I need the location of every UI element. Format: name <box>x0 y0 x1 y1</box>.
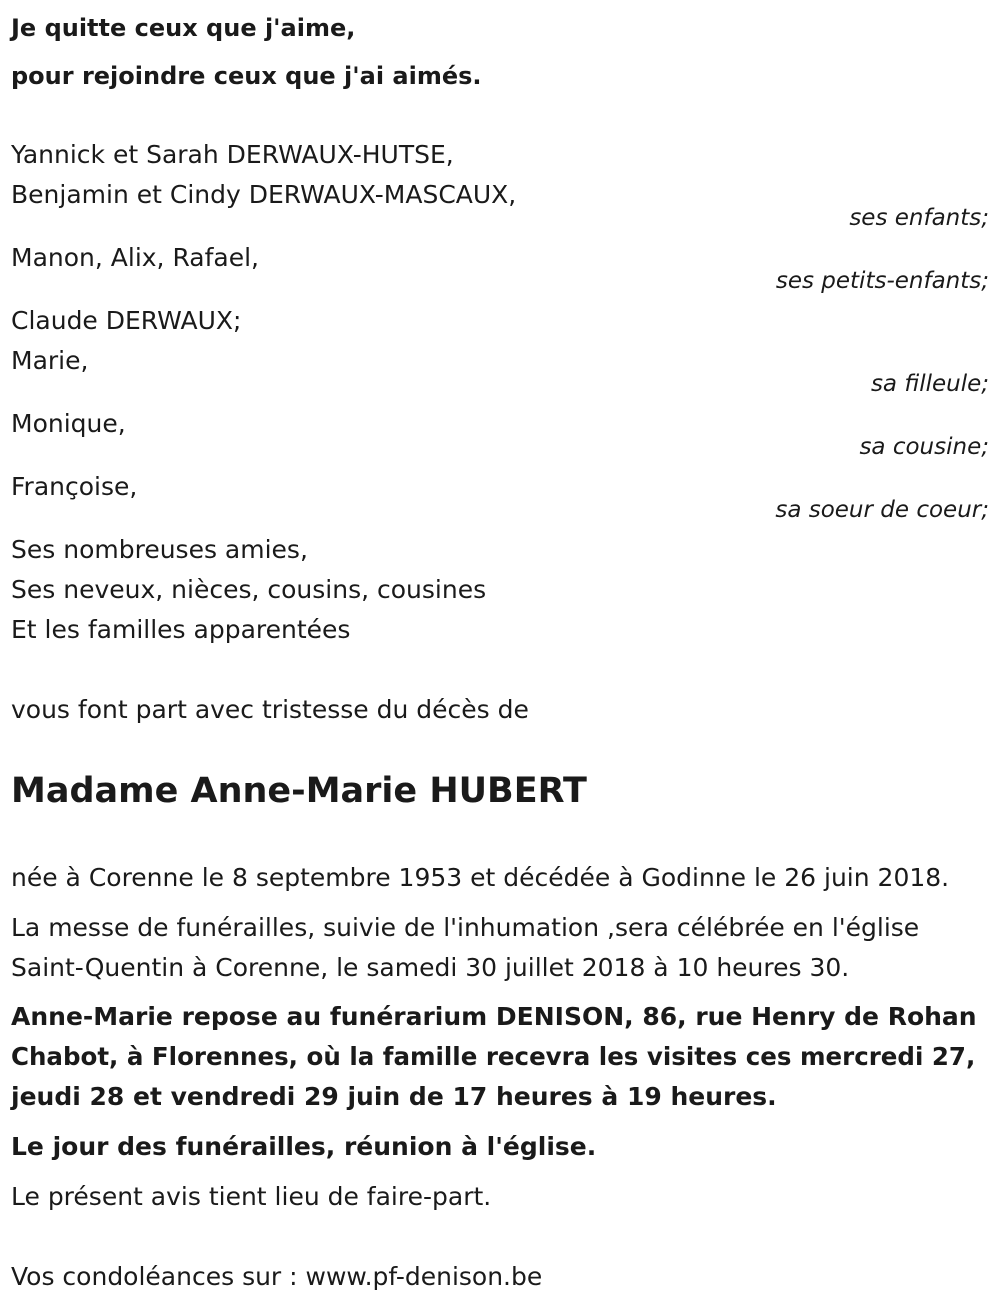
claude-line: Claude DERWAUX; <box>11 306 242 335</box>
families-line: Et les familles apparentées <box>11 615 351 644</box>
children-line-2: Benjamin et Cindy DERWAUX-MASCAUX, <box>11 180 517 209</box>
monique-role: sa cousine; <box>859 434 989 460</box>
announcement-line: vous font part avec tristesse du décès de <box>11 695 529 724</box>
epigraph-line-1: Je quitte ceux que j'aime, <box>11 14 356 42</box>
meeting-line: Le jour des funérailles, réunion à l'église. <box>11 1132 597 1161</box>
children-line-1: Yannick et Sarah DERWAUX-HUTSE, <box>11 140 454 169</box>
marie-line: Marie, <box>11 346 89 375</box>
birth-death-line: née à Corenne le 8 septembre 1953 et décédée à Godinne le 26 juin 2018. <box>11 863 950 892</box>
relatives-line: Ses neveux, nièces, cousins, cousines <box>11 575 487 604</box>
epigraph-line-2: pour rejoindre ceux que j'ai aimés. <box>11 62 482 90</box>
francoise-role: sa soeur de coeur; <box>775 497 989 523</box>
grandchildren-role: ses petits-enfants; <box>775 268 989 294</box>
condolences-line: Vos condoléances sur : www.pf-denison.be <box>11 1262 543 1291</box>
monique-line: Monique, <box>11 409 126 438</box>
marie-role: sa filleule; <box>870 371 989 397</box>
mass-line-1: La messe de funérailles, suivie de l'inhumation ,sera célébrée en l'église <box>11 913 920 942</box>
deceased-name: Madame Anne-Marie HUBERT <box>11 771 587 811</box>
grandchildren-line: Manon, Alix, Rafael, <box>11 243 259 272</box>
notice-line: Le présent avis tient lieu de faire-part. <box>11 1182 492 1211</box>
visit-line-1: Anne-Marie repose au funérarium DENISON, 86, rue Henry de Rohan <box>11 1002 977 1031</box>
friends-line: Ses nombreuses amies, <box>11 535 308 564</box>
francoise-line: Françoise, <box>11 472 138 501</box>
children-role: ses enfants; <box>849 205 989 231</box>
visit-line-3: jeudi 28 et vendredi 29 juin de 17 heures à 19 heures. <box>11 1082 777 1111</box>
mass-line-2: Saint-Quentin à Corenne, le samedi 30 juillet 2018 à 10 heures 30. <box>11 953 850 982</box>
visit-line-2: Chabot, à Florennes, où la famille recevra les visites ces mercredi 27, <box>11 1042 976 1071</box>
